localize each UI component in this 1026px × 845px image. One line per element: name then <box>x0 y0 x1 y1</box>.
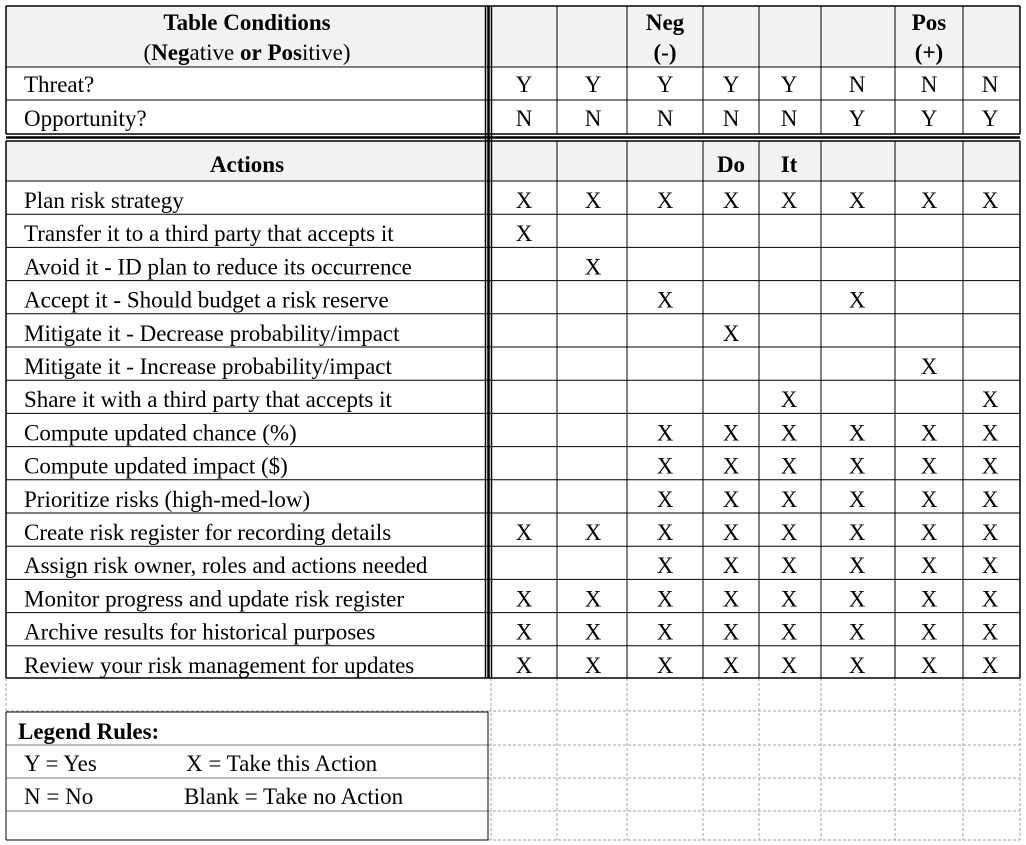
actions-title: Actions <box>209 152 285 177</box>
action-mark: X <box>515 586 533 612</box>
do-label: Do <box>716 152 746 177</box>
pos-label: Pos <box>911 10 947 35</box>
action-label: Archive results for historical purposes <box>24 619 376 645</box>
action-mark: X <box>920 420 938 446</box>
condition-label: Opportunity? <box>24 106 147 131</box>
action-label: Avoid it - ID plan to reduce its occurrence <box>24 254 412 280</box>
condition-value: N <box>584 106 602 131</box>
condition-value: Y <box>656 72 674 97</box>
action-mark: X <box>780 520 798 545</box>
action-label: Accept it - Should budget a risk reserve <box>24 287 389 313</box>
action-mark: X <box>920 553 938 579</box>
action-mark: X <box>515 619 533 645</box>
conditions-title: Table Conditions <box>163 10 331 35</box>
action-mark: X <box>920 453 938 479</box>
action-mark: X <box>656 287 674 313</box>
action-mark: X <box>848 652 866 678</box>
legend-key-yes: Y = Yes <box>24 751 97 776</box>
condition-value: N <box>722 106 740 131</box>
action-mark: X <box>584 652 602 678</box>
action-mark: X <box>584 188 602 213</box>
legend-key-no: N = No <box>24 784 94 809</box>
action-mark: X <box>656 486 674 512</box>
action-mark: X <box>981 652 999 678</box>
neg-label: Neg <box>645 10 685 35</box>
action-mark: X <box>722 520 740 545</box>
action-label: Mitigate it - Decrease probability/impact <box>24 320 400 346</box>
action-mark: X <box>656 420 674 446</box>
action-mark: X <box>981 486 999 512</box>
action-mark: X <box>981 586 999 612</box>
action-mark: X <box>848 486 866 512</box>
action-mark: X <box>780 453 798 479</box>
action-mark: X <box>981 453 999 479</box>
action-mark: X <box>848 188 866 213</box>
condition-value: Y <box>920 106 938 131</box>
action-mark: X <box>656 520 674 545</box>
action-mark: X <box>722 420 740 446</box>
action-mark: X <box>656 619 674 645</box>
action-label: Compute updated impact ($) <box>24 453 288 479</box>
action-mark: X <box>515 221 533 247</box>
legend-desc-no-action: Blank = Take no Action <box>184 784 404 809</box>
action-mark: X <box>848 553 866 579</box>
action-mark: X <box>656 553 674 579</box>
action-label: Create risk register for recording details <box>24 520 392 545</box>
action-mark: X <box>584 254 602 280</box>
action-mark: X <box>515 652 533 678</box>
action-mark: X <box>515 520 533 545</box>
action-label: Mitigate it - Increase probability/impact <box>24 354 392 379</box>
action-mark: X <box>722 453 740 479</box>
condition-value: Y <box>780 72 798 97</box>
action-label: Plan risk strategy <box>24 188 184 213</box>
action-mark: X <box>981 619 999 645</box>
condition-value: Y <box>981 106 999 131</box>
action-label: Monitor progress and update risk register <box>24 586 405 612</box>
action-mark: X <box>920 619 938 645</box>
action-mark: X <box>920 520 938 545</box>
conditions-subtitle: (Negative or Positive) <box>143 40 351 65</box>
pos-sign: (+) <box>914 40 944 65</box>
condition-value: N <box>515 106 533 131</box>
action-mark: X <box>656 652 674 678</box>
condition-value: N <box>656 106 674 131</box>
action-mark: X <box>722 652 740 678</box>
action-label: Share it with a third party that accepts it <box>24 387 392 413</box>
condition-value: N <box>780 106 798 131</box>
action-mark: X <box>780 188 798 213</box>
legend-title: Legend Rules: <box>18 719 160 744</box>
action-label: Transfer it to a third party that accepts it <box>24 221 394 247</box>
action-mark: X <box>981 420 999 446</box>
action-mark: X <box>920 652 938 678</box>
action-mark: X <box>848 287 866 313</box>
action-mark: X <box>722 586 740 612</box>
action-mark: X <box>780 553 798 579</box>
condition-value: N <box>981 72 999 97</box>
condition-value: Y <box>584 72 602 97</box>
action-mark: X <box>584 520 602 545</box>
action-mark: X <box>722 553 740 579</box>
action-mark: X <box>780 387 798 413</box>
action-mark: X <box>848 619 866 645</box>
action-label: Prioritize risks (high-med-low) <box>24 486 311 512</box>
action-mark: X <box>584 586 602 612</box>
action-mark: X <box>584 619 602 645</box>
action-mark: X <box>920 188 938 213</box>
neg-sign: (-) <box>653 40 677 65</box>
legend-desc-take-action: X = Take this Action <box>186 751 378 776</box>
action-mark: X <box>780 486 798 512</box>
action-mark: X <box>656 586 674 612</box>
action-mark: X <box>848 453 866 479</box>
action-mark: X <box>848 520 866 545</box>
action-mark: X <box>780 619 798 645</box>
action-label: Assign risk owner, roles and actions needed <box>24 553 428 579</box>
it-label: It <box>780 152 798 177</box>
condition-value: Y <box>515 72 533 97</box>
action-mark: X <box>981 520 999 545</box>
action-label: Review your risk management for updates <box>24 652 415 678</box>
condition-value: N <box>848 72 866 97</box>
action-mark: X <box>981 553 999 579</box>
condition-value: N <box>920 72 938 97</box>
action-mark: X <box>981 188 999 213</box>
action-mark: X <box>920 354 938 379</box>
action-mark: X <box>780 586 798 612</box>
action-mark: X <box>722 619 740 645</box>
action-mark: X <box>920 486 938 512</box>
condition-label: Threat? <box>24 72 95 97</box>
action-mark: X <box>780 420 798 446</box>
action-mark: X <box>515 188 533 213</box>
action-mark: X <box>848 586 866 612</box>
condition-value: Y <box>722 72 740 97</box>
action-mark: X <box>780 652 798 678</box>
action-mark: X <box>722 486 740 512</box>
action-mark: X <box>656 188 674 213</box>
action-mark: X <box>981 387 999 413</box>
action-mark: X <box>848 420 866 446</box>
action-mark: X <box>722 320 740 346</box>
action-mark: X <box>656 453 674 479</box>
action-mark: X <box>722 188 740 213</box>
condition-value: Y <box>848 106 866 131</box>
action-mark: X <box>920 586 938 612</box>
action-label: Compute updated chance (%) <box>24 420 297 446</box>
